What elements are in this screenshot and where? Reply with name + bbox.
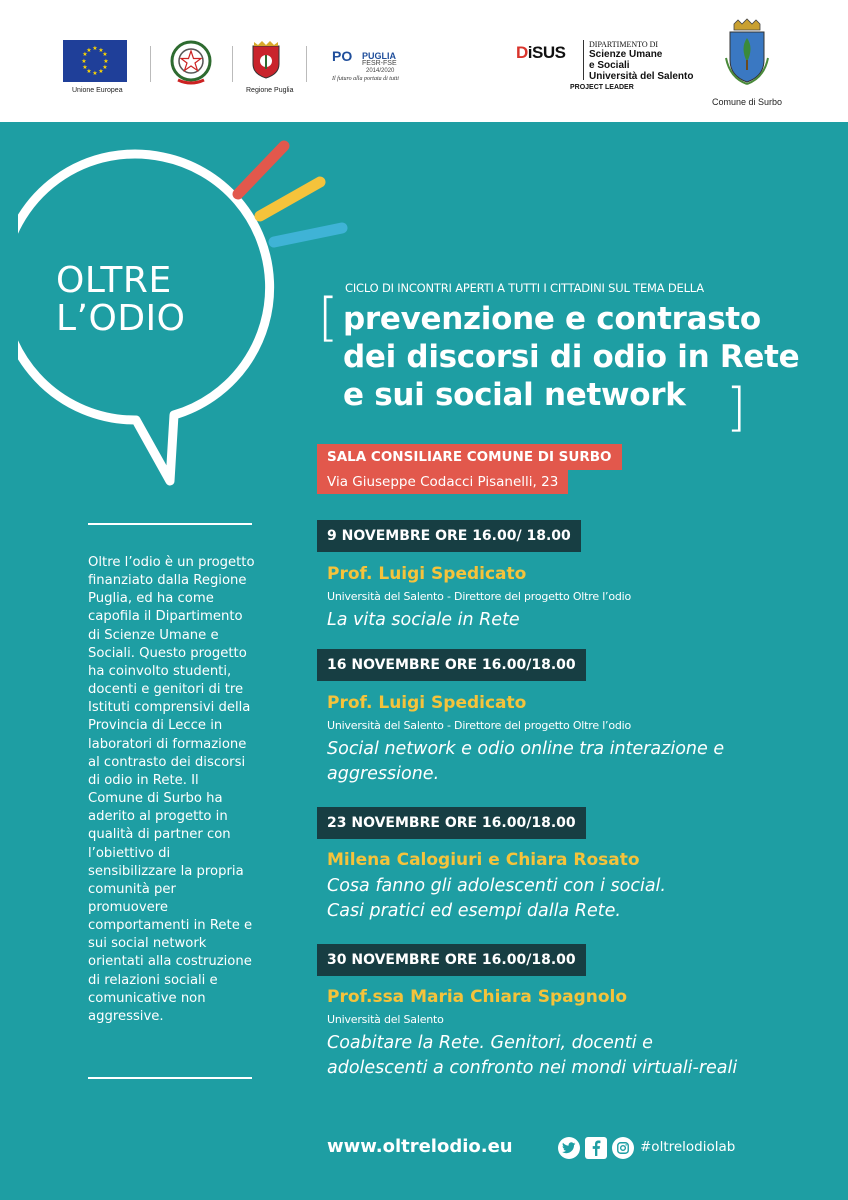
eu-flag-logo xyxy=(63,40,127,82)
project-title xyxy=(56,262,246,338)
project-leader-label: PROJECT LEADER xyxy=(570,84,634,91)
comune-surbo-crest xyxy=(722,18,772,88)
open-bracket: [ xyxy=(318,288,339,348)
svg-text:★: ★ xyxy=(98,68,104,75)
event-speaker: Milena Calogiuri e Chiara Rosato xyxy=(327,850,640,870)
event-affiliation: Università del Salento - Direttore del progetto Oltre l’odio xyxy=(327,590,632,603)
headline-line1: prevenzione e contrasto xyxy=(343,301,761,337)
event-speaker: Prof.ssa Maria Chiara Spagnolo xyxy=(327,987,628,1007)
venue-address-badge: Via Giuseppe Codacci Pisanelli, 23 xyxy=(317,470,568,494)
instagram-icon[interactable] xyxy=(612,1137,634,1159)
headline-line2: dei discorsi di odio in Rete xyxy=(343,339,800,375)
event-date-badge: 23 NOVEMBRE ORE 16.00/18.00 xyxy=(317,807,586,839)
project-intro-text: Oltre l’odio è un progetto finanziato dalla Regione Puglia, ed ha come capofila il Dipartimento di Scienze Umane e Sociali. Questo progetto ha coinvolto studenti, docenti e genitori di tre Istituti comprensivi della Provincia di Lecce in laboratori di formazione al contrasto dei discorsi di odio in Rete. Il Comune di Surbo ha aderito al progetto in qualità di partner con l’obiettivo di sensibilizzare la propria comunità per promuovere comportamenti in Rete e sui social network orientati alla costruzione di relazioni sociali e comunicative non aggressive. xyxy=(88,555,255,1024)
logo-divider xyxy=(306,46,307,82)
logo-header xyxy=(0,0,848,122)
event-talk-line: Social network e odio online tra interazione e xyxy=(327,739,725,759)
svg-text:★: ★ xyxy=(103,58,109,65)
venue-name-badge: SALA CONSILIARE COMUNE DI SURBO xyxy=(317,444,622,470)
por-tagline: Il futuro alla portata di tutti xyxy=(332,76,399,82)
intro-top-divider xyxy=(88,523,252,525)
svg-text:★: ★ xyxy=(86,68,92,75)
svg-text:★: ★ xyxy=(82,51,88,58)
series-kicker: CICLO DI INCONTRI APERTI A TUTTI I CITTADINI SUL TEMA DELLA xyxy=(345,281,704,295)
event-talk-line: adolescenti a confronto nei mondi virtuali-reali xyxy=(327,1058,738,1078)
event-talk-title xyxy=(327,1031,797,1081)
regione-puglia-crest xyxy=(250,40,282,80)
disus-line3: Università del Salento xyxy=(589,71,694,82)
event-talk-title xyxy=(327,608,797,633)
event-affiliation: Università del Salento - Direttore del progetto Oltre l’odio xyxy=(327,719,632,732)
comune-surbo-caption: Comune di Surbo xyxy=(712,97,783,107)
facebook-icon[interactable] xyxy=(585,1137,607,1159)
disus-wordmark: DiSUS xyxy=(516,43,566,62)
close-bracket: ] xyxy=(726,378,747,438)
twitter-icon[interactable] xyxy=(558,1137,580,1159)
disus-divider xyxy=(583,40,584,80)
logo-divider xyxy=(232,46,233,82)
svg-text:★: ★ xyxy=(92,70,98,77)
svg-text:★: ★ xyxy=(102,51,108,58)
event-date-badge: 30 NOVEMBRE ORE 16.00/18.00 xyxy=(317,944,586,976)
por-years-label: 2014/2020 xyxy=(366,68,395,74)
event-talk-line: Casi pratici ed esempi dalla Rete. xyxy=(327,901,621,921)
italian-republic-emblem xyxy=(168,38,214,88)
regione-puglia-caption: Regione Puglia xyxy=(246,87,294,94)
intro-bottom-divider xyxy=(88,1077,252,1079)
event-talk-line: Cosa fanno gli adolescenti con i social. xyxy=(327,876,666,896)
event-talk-title xyxy=(327,874,797,924)
event-speaker: Prof. Luigi Spedicato xyxy=(327,693,527,713)
logo-divider xyxy=(150,46,151,82)
svg-text:★: ★ xyxy=(86,47,92,54)
event-date-badge: 16 NOVEMBRE ORE 16.00/18.00 xyxy=(317,649,586,681)
event-talk-line: Coabitare la Rete. Genitori, docenti e xyxy=(327,1033,653,1053)
disus-line2: e Sociali xyxy=(589,60,630,71)
por-puglia-label: PUGLIA xyxy=(362,51,397,61)
por-puglia-logo xyxy=(332,48,422,88)
por-po-label: PO xyxy=(332,48,353,64)
disus-dept-label: DIPARTIMENTO DI xyxy=(589,40,659,49)
event-talk-title xyxy=(327,737,797,787)
project-title-line1: OLTRE xyxy=(56,260,172,301)
event-speaker: Prof. Luigi Spedicato xyxy=(327,564,527,584)
event-date-badge: 9 NOVEMBRE ORE 16.00/ 18.00 xyxy=(317,520,581,552)
event-talk-line: La vita sociale in Rete xyxy=(327,610,520,630)
hashtag-label: #oltrelodiolab xyxy=(640,1139,736,1155)
svg-text:★: ★ xyxy=(81,58,87,65)
accent-rays-icon xyxy=(226,136,351,251)
disus-logo xyxy=(516,40,696,96)
website-link[interactable]: www.oltrelodio.eu xyxy=(327,1136,513,1157)
por-fesr-label: FESR-FSE xyxy=(362,60,397,67)
event-affiliation: Università del Salento xyxy=(327,1013,444,1026)
headline-line3: e sui social network xyxy=(343,377,686,413)
event-talk-line: aggressione. xyxy=(327,764,440,784)
eu-caption: Unione Europea xyxy=(72,87,123,94)
svg-text:★: ★ xyxy=(98,47,104,54)
project-title-line2: L’ODIO xyxy=(56,298,186,339)
svg-text:★: ★ xyxy=(82,64,88,71)
svg-text:★: ★ xyxy=(102,64,108,71)
disus-line1: Scienze Umane xyxy=(589,49,663,60)
svg-text:★: ★ xyxy=(92,45,98,52)
